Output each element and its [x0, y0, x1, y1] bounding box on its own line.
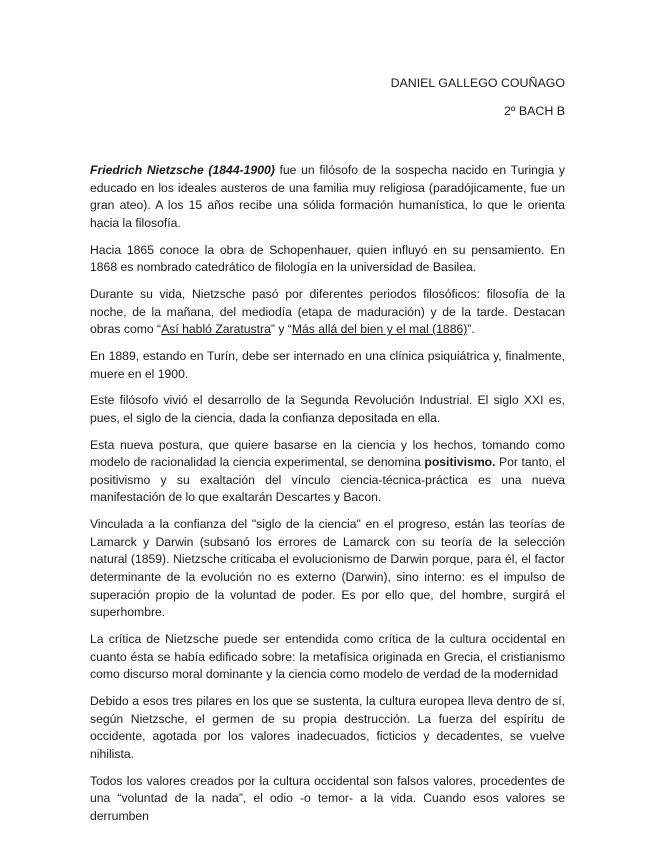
paragraph-5: Este filósofo vivió el desarrollo de la Segunda Revolución Industrial. El siglo XXI es, pues, el siglo de la ciencia, dada la confianza depositada en ella.: [90, 393, 565, 425]
paragraph-3: [90, 286, 565, 339]
work-title-zaratustra: Así habló Zaratustra: [161, 322, 271, 337]
paragraph-6-before: Esta nueva postura, que quiere basarse en la ciencia y los hechos, tomando como modelo de racionalidad la ciencia experimental, se denomina: [90, 437, 565, 470]
work-title-mas-alla: Más allá del bien y el mal (1886): [291, 322, 468, 337]
author-name: DANIEL GALLEGO COUÑAGO: [390, 76, 565, 90]
paragraph-9: Debido a esos tres pilares en los que se sustenta, la cultura europea lleva dentro de sí, según Nietzsche, el germen de su propia destrucción. La fuerza del espíritu de occidente, agotada por los valores inadecuados, ficticios y decadentes, se vuelve nihilista.: [90, 693, 565, 761]
subject-name: Friedrich Nietzsche (1844-1900): [90, 163, 275, 177]
paragraph-2: Hacia 1865 conoce la obra de Schopenhauer, quien influyó en su pensamiento. En 1868 es nombrado catedrático de filología en la universidad de Basilea.: [90, 242, 565, 275]
paragraph-4: En 1889, estando en Turín, debe ser internado en una clínica psiquiátrica y, finalmente, muere en el 1900.: [90, 348, 565, 381]
paragraph-3-end: ”.: [467, 322, 475, 337]
paragraph-3-between: ” y “: [270, 322, 292, 337]
paragraph-10: Todos los valores creados por la cultura occidental son falsos valores, procedentes de una “voluntad de la nada”, el odio -o temor- a la vida. Cuando esos valores se derrumben: [90, 773, 565, 823]
course-label: 2º BACH B: [504, 104, 565, 118]
paragraph-6-after: Por tanto, el positivismo y su exaltación del vínculo ciencia-técnica-práctica es una nueva manifestación de lo que exaltarán Descartes y Bacon.: [90, 455, 565, 505]
paragraph-8: La crítica de Nietzsche puede ser entendida como crítica de la cultura occidental en cuanto ésta se había edificado sobre: la metafísica originada en Grecia, el cristianismo como discurso moral dominante y la ciencia como modelo de verdad de la modernidad: [90, 631, 565, 682]
document-header: [391, 74, 565, 120]
paragraph-6: [90, 437, 565, 507]
paragraph-3-text: Durante su vida, Nietzsche pasó por diferentes periodos filosóficos: filosofía de la noche, de la mañana, del mediodía (etapa de maduración) y de la tarde. Destacan obras como “: [90, 286, 565, 337]
positivismo-term: positivismo.: [424, 455, 496, 470]
paragraph-1-text: fue un filósofo de la sospecha nacido en Turingia y educado en los ideales austeros de una familia muy religiosa (paradójicamente, fue un gran ateo). A los 15 años recibe una sólida formación humanística, lo que le orienta hacia la filosofía.: [90, 163, 565, 230]
paragraph-1: [90, 162, 565, 232]
document-body: [90, 162, 565, 825]
paragraph-7: Vinculada a la confianza del "siglo de la ciencia" en el progreso, están las teorías de Lamarck y Darwin (subsanó los errores de Lamarck con su teoría de la selección natural (1859). Nietzsche criticaba el evolucionismo de Darwin porque, para él, el factor determinante de la evolución no es externo (Darwin), sino interno: es el impulso de superación propio de la voluntad de poder. Es por ello que, del hombre, surgirá el superhombre.: [90, 517, 565, 620]
